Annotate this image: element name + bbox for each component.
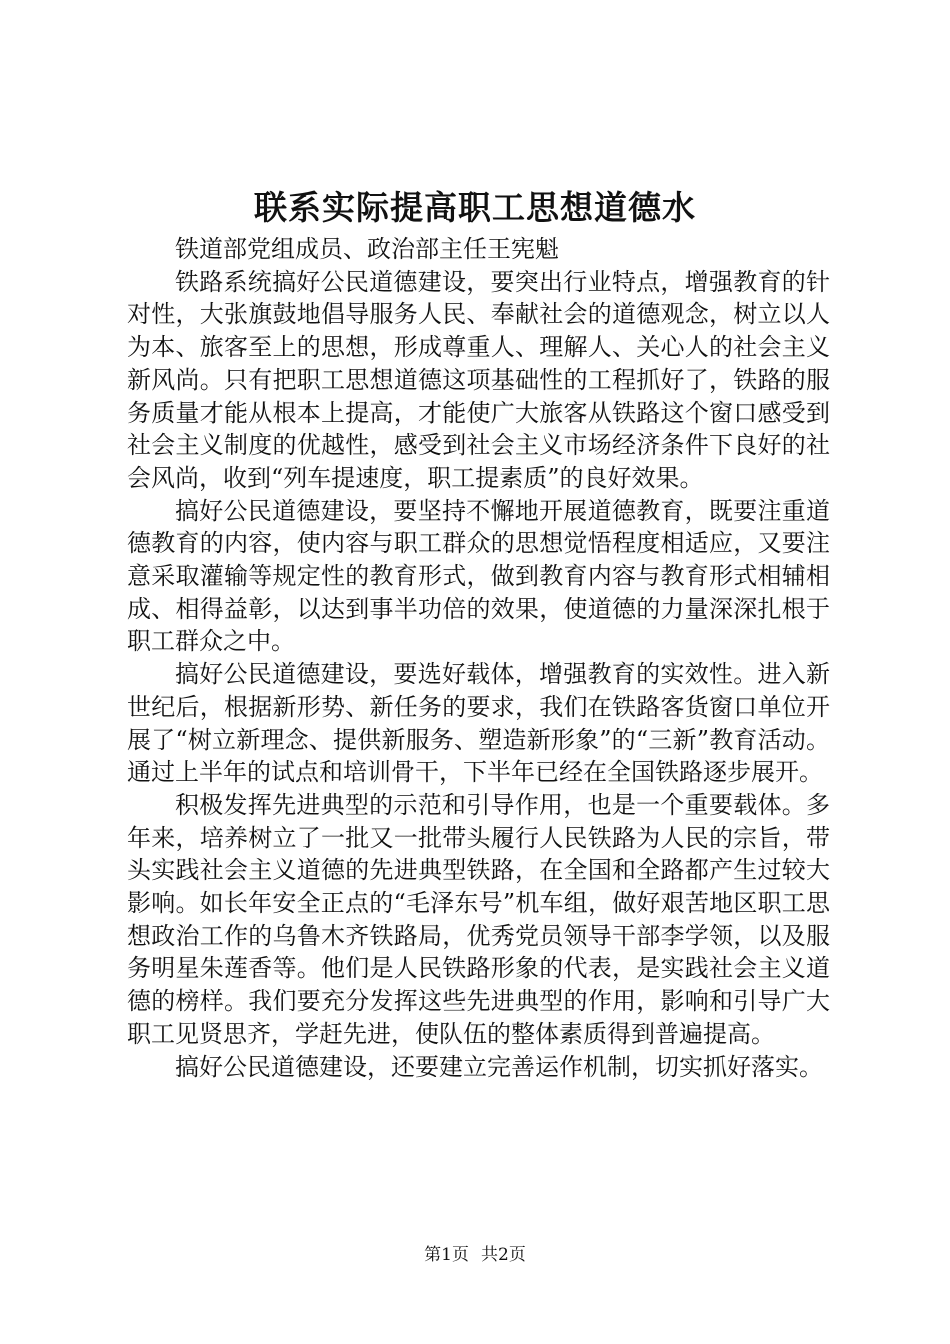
paragraph-5: 搞好公民道德建设，还要建立完善运作机制，切实抓好落实。 bbox=[175, 1052, 823, 1081]
page-footer bbox=[0, 1243, 950, 1267]
document-title: 联系实际提高职工思想道德水 bbox=[254, 188, 696, 227]
paragraph-1: 铁路系统搞好公民道德建设，要突出行业特点，增强教育的针对性，大张旗鼓地倡导服务人民、奉献社会的道德观念，树立以人为本、旅客至上的思想，形成尊重人、理解人、关心人的社会主义新风尚。只有把职工思想道德这项基础性的工程抓好了，铁路的服务质量才能从根本上提高，才能使广大旅客从铁路这个窗口感受到社会主义制度的优越性，感受到社会主义市场经济条件下良好的社会风尚，收到“列车提速度，职工提素质”的良好效果。 bbox=[127, 267, 830, 492]
paragraph-2: 搞好公民道德建设，要坚持不懈地开展道德教育，既要注重道德教育的内容，使内容与职工群众的思想觉悟程度相适应，又要注意采取灌输等规定性的教育形式，做到教育内容与教育形式相辅相成、相得益彰，以达到事半功倍的效果，使道德的力量深深扎根于职工群众之中。 bbox=[127, 496, 830, 656]
paragraph-4: 积极发挥先进典型的示范和引导作用，也是一个重要载体。多年来，培养树立了一批又一批带头履行人民铁路为人民的宗旨，带头实践社会主义道德的先进典型铁路，在全国和全路都产生过较大影响。如长年安全正点的“毛泽东号”机车组，做好艰苦地区职工思想政治工作的乌鲁木齐铁路局，优秀党员领导干部李学领，以及服务明星朱莲香等。他们是人民铁路形象的代表，是实践社会主义道德的榜样。我们要充分发挥这些先进典型的作用，影响和引导广大职工见贤思齐，学赶先进，使队伍的整体素质得到普遍提高。 bbox=[127, 790, 830, 1048]
paragraph-3: 搞好公民道德建设，要选好载体，增强教育的实效性。进入新世纪后，根据新形势、新任务的要求，我们在铁路客货窗口单位开展了“树立新理念、提供新服务、塑造新形象”的“三新”教育活动。通过上半年的试点和培训骨干，下半年已经在全国铁路逐步展开。 bbox=[127, 660, 830, 787]
page-number-total: 共2页 bbox=[481, 1245, 526, 1265]
document-body bbox=[127, 233, 830, 1083]
author-line: 铁道部党组成员、政治部主任王宪魁 bbox=[175, 235, 559, 263]
page-number-current: 第1页 bbox=[424, 1245, 469, 1265]
